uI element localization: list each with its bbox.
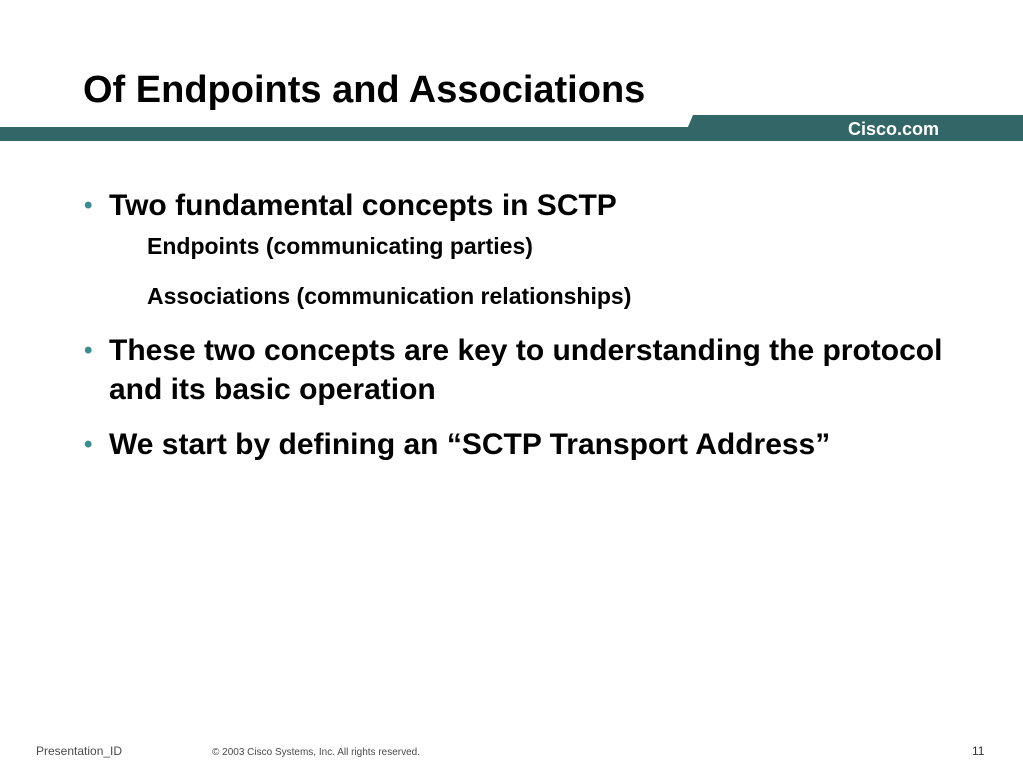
bullet-dot-icon: • — [84, 431, 93, 458]
bullet-dot-icon: • — [84, 192, 93, 219]
bullet-dot-icon: • — [84, 337, 93, 364]
sub-item: Associations (communication relationships) — [147, 283, 632, 309]
header-bar-thin-stripe — [0, 127, 700, 141]
bullet-item — [84, 331, 984, 409]
bullet-text: Two fundamental concepts in SCTP — [109, 189, 617, 222]
bullet-item — [84, 425, 984, 464]
sub-item: Endpoints (communicating parties) — [147, 233, 533, 259]
brand-label: Cisco.com — [848, 119, 940, 139]
bullet-item — [84, 186, 984, 311]
bullet-list — [84, 186, 984, 464]
bullet-text: These two concepts are key to understanding the protocol and its basic operation — [109, 334, 943, 406]
sub-item-list — [109, 231, 984, 311]
footer-copyright: © 2003 Cisco Systems, Inc. All rights reserved. — [212, 747, 421, 758]
footer-page-number: 11 — [972, 744, 985, 758]
bullet-text: We start by defining an “SCTP Transport Address” — [109, 428, 831, 461]
slide-title: Of Endpoints and Associations — [83, 69, 646, 111]
footer-presentation-id: Presentation_ID — [36, 744, 123, 758]
